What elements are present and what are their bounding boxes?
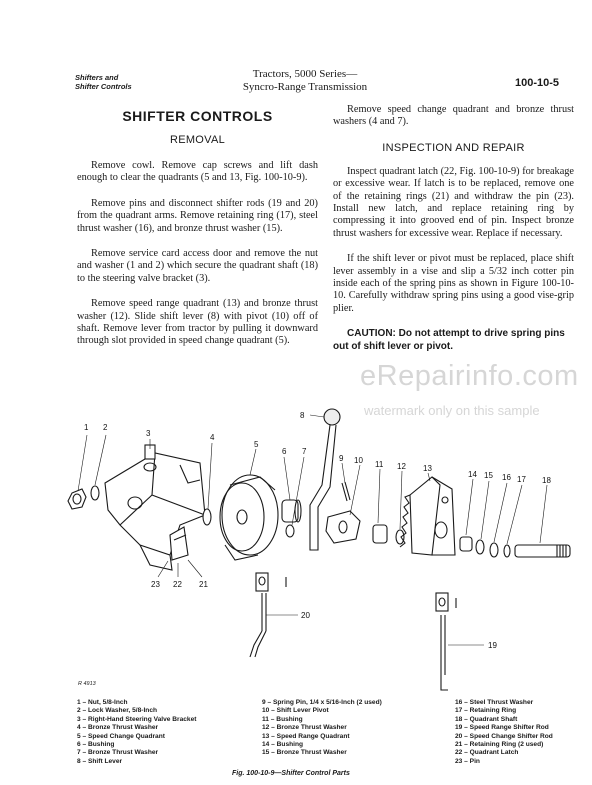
watermark-note: watermark only on this sample [364, 403, 540, 418]
callout-16: 16 [502, 473, 511, 482]
callout-19: 19 [488, 641, 497, 650]
callout-21: 21 [199, 580, 208, 589]
legend-item: 21 – Retaining Ring (2 used) [455, 741, 544, 749]
callout-10: 10 [354, 456, 363, 465]
bronze-thrust-washer-part [286, 525, 294, 537]
right-column [333, 100, 574, 353]
steel-thrust-washer-part [490, 543, 498, 557]
left-column [77, 100, 318, 361]
callout-17: 17 [517, 475, 526, 484]
callout-15: 15 [484, 471, 493, 480]
legend-item: 14 – Bushing [262, 741, 304, 749]
legend-item: 22 – Quadrant Latch [455, 749, 519, 757]
callout-2: 2 [103, 423, 108, 432]
callout-14: 14 [468, 470, 477, 479]
bushing-part [460, 537, 472, 551]
shift-lever-pivot-part [326, 511, 360, 543]
running-title [230, 68, 380, 94]
callout-13: 13 [423, 464, 432, 473]
nut-part [68, 489, 86, 509]
section-heading: SHIFTER CONTROLS [122, 108, 273, 124]
title-line-1: Tractors, 5000 Series— [252, 68, 358, 80]
legend-item: 12 – Bronze Thrust Washer [262, 724, 347, 732]
inspection-heading: INSPECTION AND REPAIR [382, 141, 525, 154]
callout-5: 5 [254, 440, 259, 449]
legend-item: 10 – Shift Lever Pivot [262, 707, 329, 715]
callout-6: 6 [282, 447, 287, 456]
paragraph: Remove pins and disconnect shifter rods (19 and 20) from the quadrant arms. Remove retaining ring (17), steel thrust washer (16), and bronze thrust washer (15). [77, 197, 318, 234]
speed-range-shifter-rod-part [436, 593, 456, 690]
page-number: 100-10-5 [515, 77, 560, 89]
paragraph: Remove speed change quadrant and bronze thrust washers (4 and 7). [333, 104, 574, 128]
callout-23: 23 [151, 580, 160, 589]
bronze-thrust-washer-part [396, 530, 404, 544]
legend-column-1 [77, 699, 196, 766]
caution-note: CAUTION: Do not attempt to drive spring pins out of shift lever or pivot. [333, 328, 565, 352]
legend-column-2 [262, 699, 382, 758]
legend-item: 4 – Bronze Thrust Washer [77, 724, 159, 732]
section-line-2: Shifter Controls [75, 82, 132, 91]
legend-item: 16 – Steel Thrust Washer [455, 699, 534, 706]
callout-11: 11 [375, 460, 384, 469]
paragraph: Remove speed range quadrant (13) and bronze thrust washer (12). Slide shift lever (8) with pivot (10) off of shaft. Remove lever from tractor by pulling it downward through slot provided in speed change quadrant (5). [77, 298, 318, 347]
exploded-parts-diagram [60, 405, 580, 695]
title-line-2: Syncro-Range Transmission [242, 81, 368, 93]
legend-item: 17 – Retaining Ring [455, 707, 517, 715]
removal-heading: REMOVAL [169, 134, 226, 146]
bushing-part [282, 500, 301, 522]
paragraph: Inspect quadrant latch (22, Fig. 100-10-9) for breakage or excessive wear. If latch is to be replaced, remove one of the retaining rings (21) and withdraw the pin (23). Install new latch, and replace retaining ring by compressing it into grooved end of pin. Inspect bronze thrust washers for excessive wear. Replace if necessary. [333, 165, 574, 239]
figure-id-mark: R 4913 [78, 681, 96, 687]
legend-item: 20 – Speed Change Shifter Rod [455, 732, 553, 740]
callout-7: 7 [302, 447, 307, 456]
paragraph: Remove service card access door and remove the nut and washer (1 and 2) which secure the quadrant shaft (18) to the steering valve bracket (3). [77, 248, 318, 284]
section-line-1: Shifters and [75, 73, 119, 82]
watermark-logo-text: eRepairinfo.com [360, 360, 579, 392]
spring-pin-part [342, 482, 350, 501]
bronze-thrust-washer-part [476, 540, 484, 554]
speed-change-quadrant-part [220, 475, 278, 560]
paragraph: If the shift lever or pivot must be replaced, place shift lever assembly in a vise and slip a 5/32 inch cotter pin inside each of the spring pins as shown in Figure 100-10-10. Carefully withdraw spring pins using a good vise-grip plier. [333, 253, 574, 314]
lock-washer-part [91, 486, 99, 500]
callout-20: 20 [301, 611, 310, 620]
legend-item: 7 – Bronze Thrust Washer [77, 749, 159, 757]
legend-item: 9 – Spring Pin, 1/4 x 5/16-Inch (2 used) [262, 699, 382, 706]
speed-range-quadrant-part [400, 477, 455, 555]
legend-item: 18 – Quadrant Shaft [455, 715, 518, 723]
legend-item: 1 – Nut, 5/8-Inch [77, 699, 128, 706]
legend-item: 5 – Speed Change Quadrant [77, 732, 165, 740]
callout-9: 9 [339, 454, 344, 463]
callout-3: 3 [146, 429, 151, 438]
retaining-ring-part [504, 545, 510, 557]
legend-item: 2 – Lock Washer, 5/8-Inch [77, 707, 158, 715]
legend-item: 11 – Bushing [262, 715, 303, 723]
steering-valve-bracket-part [105, 445, 205, 570]
legend-item: 19 – Speed Range Shifter Rod [455, 724, 549, 732]
callout-4: 4 [210, 433, 215, 442]
callout-1: 1 [84, 423, 89, 432]
callout-8: 8 [300, 411, 305, 420]
bushing-part [373, 525, 387, 543]
callout-22: 22 [173, 580, 182, 589]
legend-item: 23 – Pin [455, 757, 480, 765]
legend-item: 3 – Right-Hand Steering Valve Bracket [77, 715, 197, 723]
legend-item: 6 – Bushing [77, 741, 115, 749]
callout-12: 12 [397, 462, 406, 471]
figure-caption: Fig. 100-10-9—Shifter Control Parts [232, 770, 350, 777]
paragraph: Remove cowl. Remove cap screws and lift dash enough to clear the quadrants (5 and 13, Fig. 100-10-9). [77, 160, 318, 184]
bronze-thrust-washer-part [203, 509, 211, 525]
callout-18: 18 [542, 476, 551, 485]
section-label [75, 73, 132, 91]
legend-item: 13 – Speed Range Quadrant [262, 732, 350, 740]
legend-column-3 [455, 699, 553, 766]
legend-item: 15 – Bronze Thrust Washer [262, 749, 347, 757]
legend-item: 8 – Shift Lever [77, 757, 123, 765]
quadrant-shaft-part [515, 545, 570, 557]
